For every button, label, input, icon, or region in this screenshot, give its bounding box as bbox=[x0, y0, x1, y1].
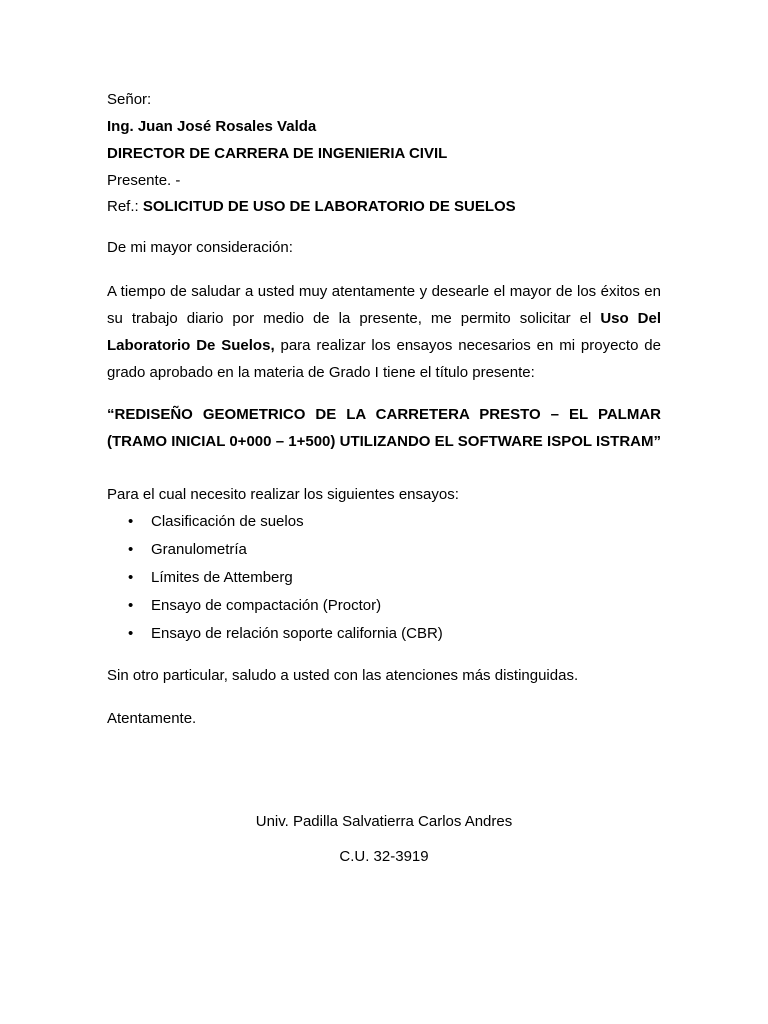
salutation: Señor: bbox=[107, 91, 152, 108]
body-line-2-text: su trabajo diario por medio de la presente, me permito solicitar el bbox=[107, 310, 592, 327]
signature-name: Univ. Padilla Salvatierra Carlos Andres bbox=[255, 813, 513, 830]
project-title-line-1: “REDISEÑO GEOMETRICO DE LA CARRETERA PRESTO – EL PALMAR bbox=[107, 406, 661, 423]
signature-id: C.U. 32-3919 bbox=[339, 848, 429, 865]
presente-line: Presente. - bbox=[107, 172, 181, 189]
recipient-position: DIRECTOR DE CARRERA DE INGENIERIA CIVIL bbox=[107, 145, 448, 162]
bullet-icon: • bbox=[128, 597, 134, 614]
bullet-icon: • bbox=[128, 541, 134, 558]
tests-intro: Para el cual necesito realizar los siguientes ensayos: bbox=[107, 486, 459, 503]
signoff: Atentamente. bbox=[107, 710, 197, 727]
body-line-3 bbox=[107, 336, 661, 356]
test-item-label: Clasificación de suelos bbox=[151, 513, 304, 530]
list-item bbox=[128, 624, 443, 644]
test-item-label: Ensayo de relación soporte california (CBR) bbox=[151, 625, 443, 642]
body-line-4: grado aprobado en la materia de Grado I tiene el título presente: bbox=[107, 364, 535, 381]
test-item-label: Ensayo de compactación (Proctor) bbox=[151, 597, 382, 614]
list-item bbox=[128, 568, 293, 588]
body-line-2 bbox=[107, 309, 661, 329]
test-item-label: Límites de Attemberg bbox=[151, 569, 293, 586]
test-item-label: Granulometría bbox=[151, 541, 247, 558]
body-line-2-bold: Uso Del bbox=[600, 310, 661, 327]
closing-line: Sin otro particular, saludo a usted con las atenciones más distinguidas. bbox=[107, 667, 579, 684]
list-item bbox=[128, 540, 247, 560]
bullet-icon: • bbox=[128, 513, 134, 530]
reference-line bbox=[107, 197, 516, 217]
reference-label: Ref.: bbox=[107, 198, 139, 215]
bullet-icon: • bbox=[128, 625, 134, 642]
body-line-1: A tiempo de saludar a usted muy atentamente y desearle el mayor de los éxitos en bbox=[107, 283, 661, 300]
list-item bbox=[128, 596, 381, 616]
body-line-3-bold: Laboratorio De Suelos, bbox=[107, 337, 275, 354]
list-item bbox=[128, 512, 304, 532]
reference-subject: SOLICITUD DE USO DE LABORATORIO DE SUELOS bbox=[142, 198, 516, 215]
recipient-name: Ing. Juan José Rosales Valda bbox=[107, 118, 317, 135]
body-line-3-text: para realizar los ensayos necesarios en mi proyecto de bbox=[280, 337, 661, 354]
greeting: De mi mayor consideración: bbox=[107, 239, 293, 256]
bullet-icon: • bbox=[128, 569, 134, 586]
project-title-line-2: (TRAMO INICIAL 0+000 – 1+500) UTILIZANDO EL SOFTWARE ISPOL ISTRAM” bbox=[107, 433, 661, 450]
